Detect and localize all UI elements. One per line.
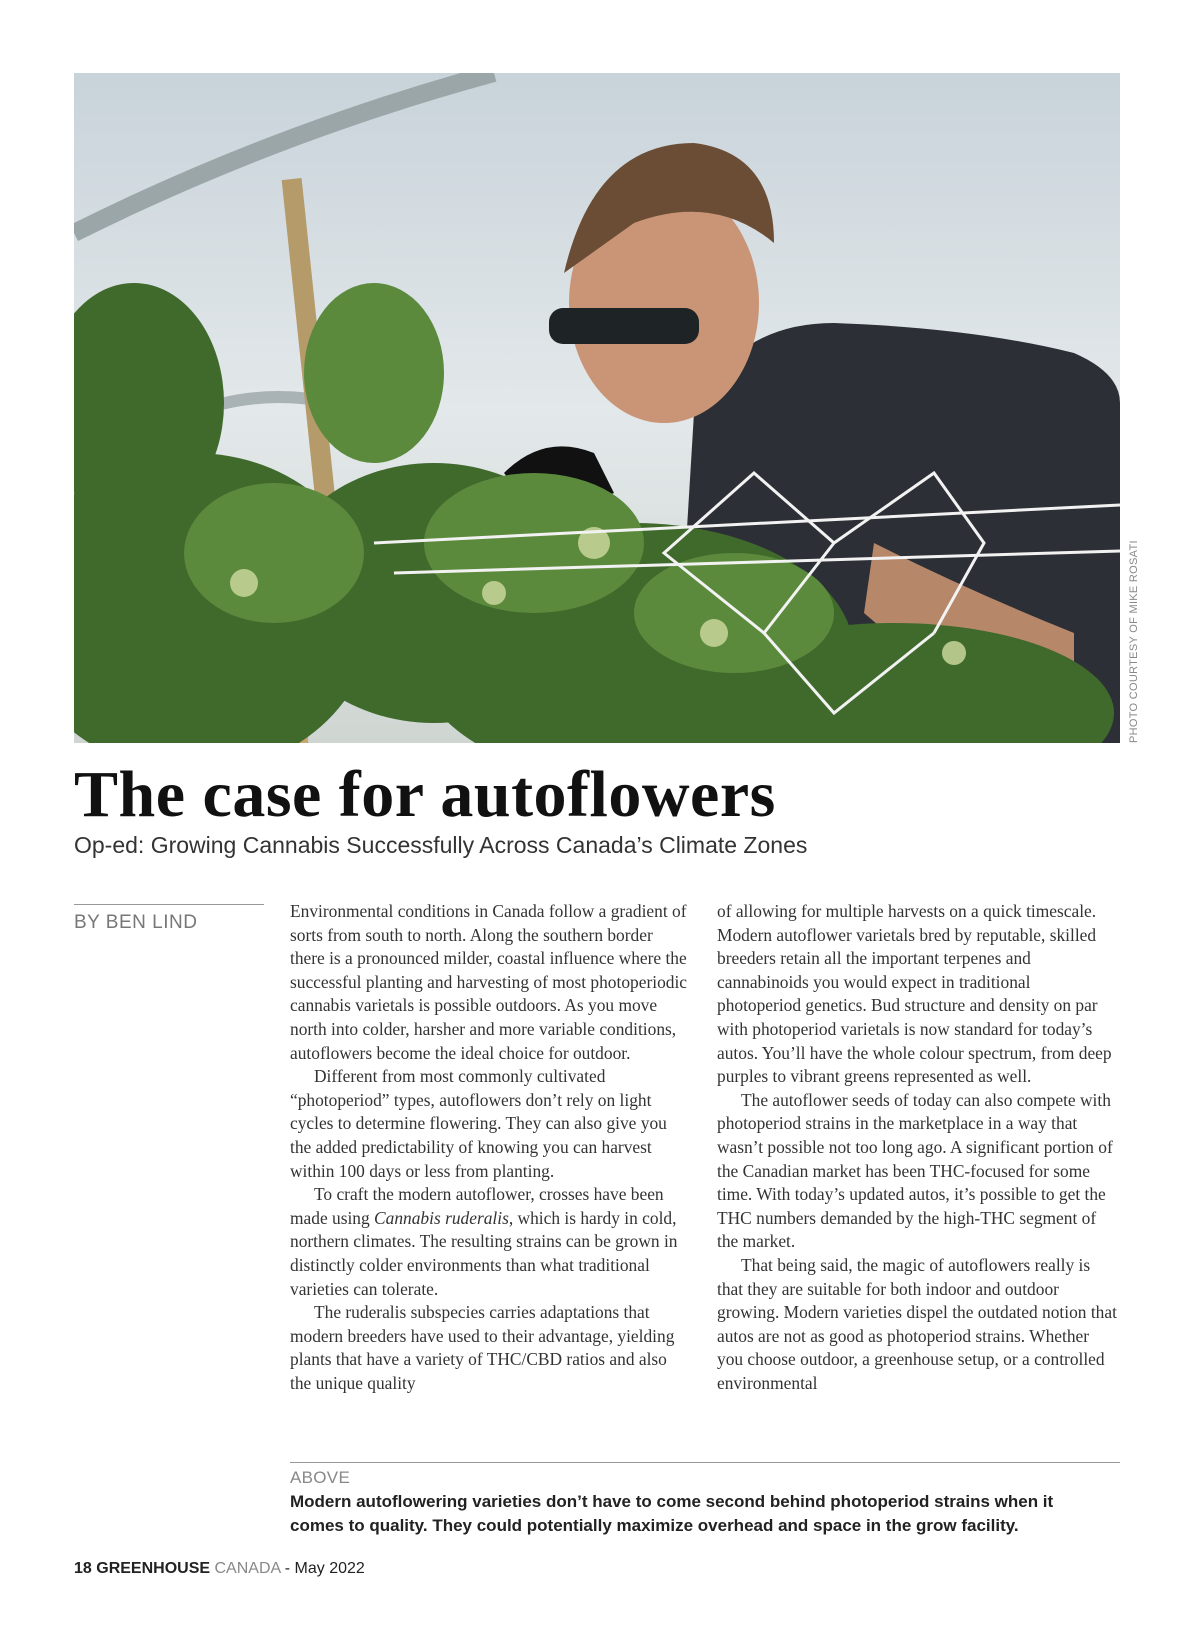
paragraph: That being said, the magic of autoflowers really is that they are suitable for both indoor and outdoor growing. Modern varieties dispel the outdated notion that autos are not as good as photoperiod strains. Whether you choose outdoor, a greenhouse setup, or a controlled environmental — [717, 1254, 1117, 1393]
article-subtitle: Op-ed: Growing Cannabis Successfully Across Canada’s Climate Zones — [74, 832, 808, 858]
paragraph-text: To craft the modern autoflower, crosses have been made using — [290, 1184, 664, 1228]
paragraph: The autoflower seeds of today can also compete with photoperiod strains in the marketplace in a way that wasn’t possible not too long ago. A significant portion of the Canadian market has been THC-focused for some time. With today’s updated autos, it’s possible to get the THC numbers demanded by the high-THC segment of the market. — [717, 1089, 1113, 1252]
body-column-1 — [290, 900, 690, 1395]
paragraph: Different from most commonly cultivated “photoperiod” types, autoflowers don’t rely on light cycles to determine flowering. They can also give you the added predictability of knowing you can harvest within 100 days or less from planting. — [290, 1066, 667, 1181]
byline: BY BEN LIND — [74, 912, 198, 933]
photo-credit: PHOTO COURTESY OF MIKE ROSATI — [1128, 540, 1140, 743]
article-title: The case for autoflowers — [74, 758, 776, 831]
magazine-name-suffix: CANADA — [214, 1560, 281, 1577]
paragraph: Environmental conditions in Canada follow a gradient of sorts from south to north. Along the southern border there is a pronounced milder, coastal influence where the successful planting and harvesting of most photoperiodic cannabis varietals is possible outdoors. As you move north into colder, harsher and more variable conditions, autoflowers become the ideal choice for outdoor. — [290, 901, 688, 1063]
byline-divider — [74, 904, 264, 905]
body-column-2 — [717, 900, 1117, 1395]
issue-date: May 2022 — [294, 1560, 365, 1577]
page-footer — [74, 1560, 365, 1578]
paragraph-text: , which is hardy in cold, northern climates. The resulting strains can be grown in distinctly colder environments than what traditional varieties can tolerate. — [290, 1207, 678, 1299]
paragraph: of allowing for multiple harvests on a quick timescale. Modern autoflower varietals bred by reputable, skilled breeders retain all the important terpenes and cannabinoids you would expect in traditional photoperiod genetics. Bud structure and density on par with photoperiod varietals is now standard for today’s autos. You’ll have the whole colour spectrum, from deep purples to vibrant greens represented as well. — [717, 901, 1112, 1087]
page-number: 18 — [74, 1560, 92, 1577]
caption-divider — [290, 1462, 1120, 1463]
paragraph: The ruderalis subspecies carries adaptations that modern breeders have used to their advantage, yielding plants that have a variety of THC/CBD ratios and also the unique quality — [290, 1302, 675, 1393]
footer-separator: - — [284, 1560, 291, 1577]
caption-label: ABOVE — [290, 1468, 351, 1487]
caption-text: Modern autoflowering varieties don’t have to come second behind photoperiod strains when it comes to quality. They could potentially maximize overhead and space in the grow facility. — [290, 1492, 1054, 1535]
hero-photo — [74, 73, 1120, 743]
magazine-name: GREENHOUSE — [96, 1560, 211, 1577]
species-name: Cannabis ruderalis — [374, 1207, 509, 1228]
paragraph — [290, 1183, 690, 1301]
photo-illustration — [74, 73, 1120, 743]
